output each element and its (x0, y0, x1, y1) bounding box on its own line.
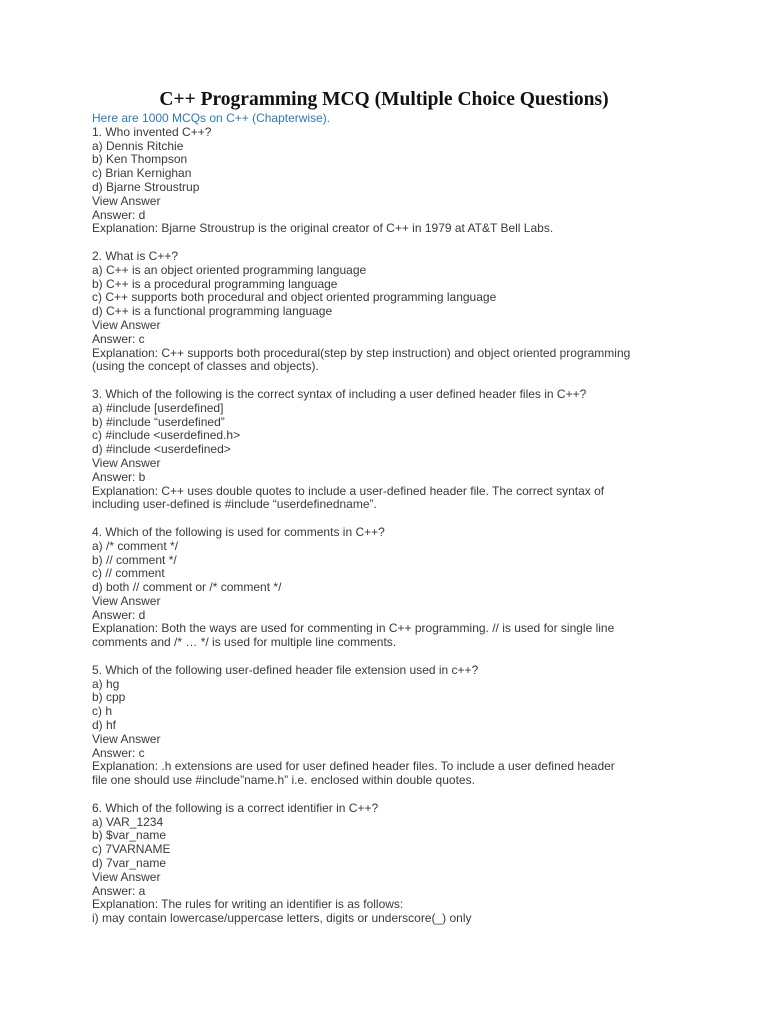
answer-option: c) Brian Kernighan (92, 166, 192, 181)
question-block (92, 126, 692, 236)
view-answer-button[interactable]: View Answer (92, 317, 161, 332)
explanation-text: including user-defined is #include “userdefinedname”. (92, 497, 377, 512)
question-block (92, 250, 692, 374)
question-text: 6. Which of the following is a correct identifier in C++? (92, 800, 379, 815)
answer-option: c) #include <userdefined.h> (92, 428, 241, 443)
answer-option: c) 7VARNAME (92, 842, 171, 857)
question-list (92, 126, 692, 926)
answer-text: Answer: c (92, 331, 145, 346)
answer-text: Answer: a (92, 883, 146, 898)
intro-link[interactable]: Here are 1000 MCQs on C++ (Chapterwise). (92, 111, 331, 125)
document-page (92, 88, 692, 940)
explanation-text: (using the concept of classes and objects). (92, 359, 319, 374)
explanation-text: Explanation: C++ supports both procedural(step by step instruction) and object oriented programming (92, 345, 631, 360)
answer-option: d) C++ is a functional programming language (92, 304, 333, 319)
explanation-text: Explanation: .h extensions are used for user defined header files. To include a user defined header (92, 759, 615, 774)
answer-option: b) #include “userdefined” (92, 414, 225, 429)
question-text: 1. Who invented C++? (92, 124, 212, 139)
answer-option: d) Bjarne Stroustrup (92, 179, 200, 194)
answer-text: Answer: c (92, 745, 145, 760)
question-text: 4. Which of the following is used for comments in C++? (92, 524, 385, 539)
answer-option: a) /* comment */ (92, 538, 179, 553)
answer-option: a) Dennis Ritchie (92, 138, 184, 153)
view-answer-button[interactable]: View Answer (92, 455, 161, 470)
answer-option: d) hf (92, 718, 117, 733)
question-text: 2. What is C++? (92, 248, 179, 263)
answer-option: c) h (92, 704, 113, 719)
page-title: C++ Programming MCQ (Multiple Choice Questions) (159, 89, 609, 110)
question-block (92, 526, 692, 650)
explanation-text: Explanation: Both the ways are used for commenting in C++ programming. // is used for single line (92, 621, 615, 636)
answer-option: b) Ken Thompson (92, 152, 188, 167)
explanation-text: file one should use #include”name.h” i.e. enclosed within double quotes. (92, 773, 475, 788)
answer-option: b) // comment */ (92, 552, 177, 567)
explanation-text: i) may contain lowercase/uppercase letters, digits or underscore(_) only (92, 911, 472, 926)
answer-text: Answer: d (92, 607, 146, 622)
answer-option: c) // comment (92, 566, 165, 581)
answer-option: a) VAR_1234 (92, 814, 164, 829)
question-block (92, 388, 692, 512)
question-block (92, 664, 692, 788)
answer-option: b) cpp (92, 690, 126, 705)
view-answer-button[interactable]: View Answer (92, 193, 161, 208)
answer-option: a) hg (92, 676, 120, 691)
answer-option: b) $var_name (92, 828, 167, 843)
answer-text: Answer: b (92, 469, 146, 484)
explanation-text: comments and /* … */ is used for multiple line comments. (92, 635, 397, 650)
question-block (92, 802, 692, 926)
answer-option: a) #include [userdefined] (92, 400, 224, 415)
explanation-text: Explanation: Bjarne Stroustrup is the original creator of C++ in 1979 at AT&T Bell Labs. (92, 221, 554, 236)
answer-option: d) #include <userdefined> (92, 442, 231, 457)
explanation-text: Explanation: C++ uses double quotes to include a user-defined header file. The correct syntax of (92, 483, 605, 498)
question-text: 3. Which of the following is the correct syntax of including a user defined header files in C++? (92, 386, 587, 401)
answer-option: d) 7var_name (92, 856, 167, 871)
view-answer-button[interactable]: View Answer (92, 869, 161, 884)
answer-option: d) both // comment or /* comment */ (92, 580, 282, 595)
answer-option: c) C++ supports both procedural and object oriented programming language (92, 290, 497, 305)
answer-option: a) C++ is an object oriented programming language (92, 262, 367, 277)
answer-option: b) C++ is a procedural programming language (92, 276, 338, 291)
question-text: 5. Which of the following user-defined header file extension used in c++? (92, 662, 479, 677)
answer-text: Answer: d (92, 207, 146, 222)
explanation-text: Explanation: The rules for writing an identifier is as follows: (92, 897, 404, 912)
view-answer-button[interactable]: View Answer (92, 593, 161, 608)
view-answer-button[interactable]: View Answer (92, 731, 161, 746)
